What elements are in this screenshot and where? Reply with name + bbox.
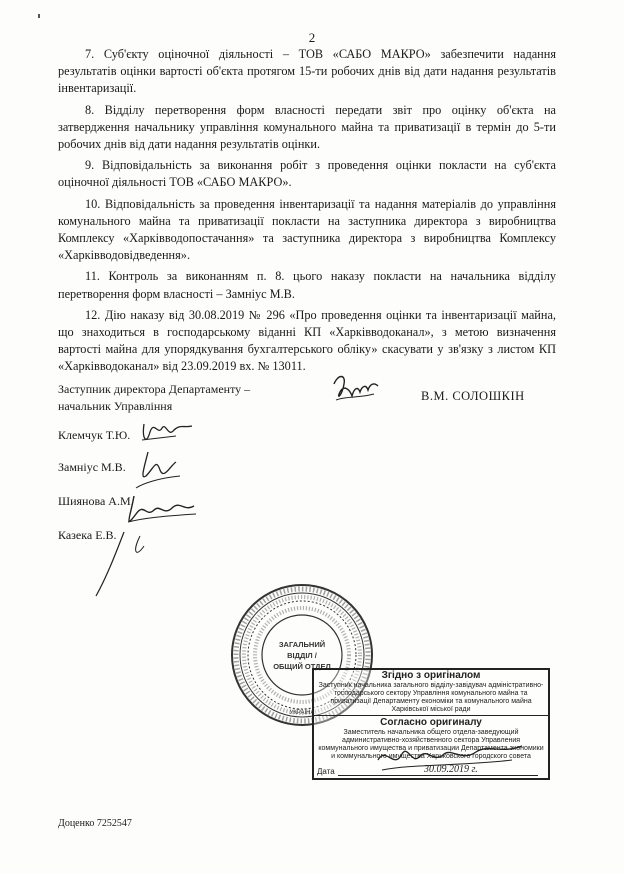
signer-title-line2: начальник Управління [58, 399, 173, 413]
paragraph-12: 12. Дію наказу від 30.08.2019 № 296 «Про проведення оцінки та інвентаризації майна, що знаходиться в господарському віданні КП «Харківводоканал», з метою визначення вартості майна для упорядкування бухгалтерського обліку» скасувати у зв'язку з листом КП «Харківводоканал» від 23.09.2019 вх. № 13011. [58, 307, 556, 374]
paragraph-8: 8. Відділу перетворення форм власності передати звіт про оцінку об'єкта на затвердження начальнику управління комунального майна та приватизації в термін до 5-ти робочих днів від дати надання результатів оцінки. [58, 102, 556, 152]
director-signature [330, 370, 382, 408]
stamp-date-value: 30.09.2019 г. [424, 764, 478, 775]
seal-center-line3: ОБЩИЙ ОТДЕЛ [273, 662, 331, 671]
paragraph-11: 11. Контроль за виконанням п. 8. цього наказу покласти на начальника відділу перетворення форм власності – Замніус М.В. [58, 269, 556, 301]
stamp-signature [372, 740, 532, 778]
seal-bottom-text: УКРАЇНА [289, 710, 315, 716]
stamp-date-label: Дата [317, 767, 335, 776]
stamp-text-ru: Заместитель начальника общего отдела-заведующий административно-хозяйственного сектора Управления коммунального имущества и приватизации Департамента экономики и коммунального имущества Харьковского городского совета [318, 729, 544, 760]
signer-title [58, 381, 250, 415]
paragraph-7: 7. Суб'єкту оціночної діяльності – ТОВ «САБО МАКРО» забезпечити надання результатів оцінки вартості об'єкта протягом 15-ти робочих днів від дати надання результатів інвентаризації. [58, 47, 556, 96]
approver-signatures [84, 418, 204, 603]
order-body [58, 46, 556, 380]
stamp-text-ua: Заступник начальника загального відділу-завідувач адміністративно-господарського сектору Управління комунального майна та приватизації Департаменту економіки та комунального майна Харківської міської ради [318, 682, 544, 713]
footer-contact: Доценко 7252547 [58, 818, 132, 829]
signer-name: В.М. СОЛОШКІН [421, 389, 525, 403]
seal-center-line2: ВІДДІЛ / [287, 651, 317, 660]
stamp-heading-ua: Згідно з оригіналом [381, 670, 481, 681]
scan-speck [38, 14, 40, 18]
paragraph-10: 10. Відповідальність за проведення інвентаризації та надання матеріалів до управління комунального майна та приватизації покласти на заступника директора з виробництва Комплексу «Харківводопостачання» та заступника директора з виробництва Комплексу «Харківводовідведення». [58, 196, 556, 263]
approver-kazeka: Казека Е.В. [58, 528, 117, 542]
stamp-heading-ru: Согласно оригиналу [380, 717, 482, 728]
approver-klemchuk: Клемчук Т.Ю. [58, 428, 131, 442]
signer-title-line1: Заступник директора Департаменту – [58, 382, 251, 396]
approver-zamnius: Замніус М.В. [58, 460, 126, 474]
approver-shyianova: Шиянова А.М. [58, 494, 134, 508]
seal-center-line1: ЗАГАЛЬНИЙ [278, 640, 326, 649]
paragraph-9: 9. Відповідальність за виконання робіт з проведення оцінки покласти на суб'єкта оціночної діяльності ТОВ «САБО МАКРО». [58, 158, 556, 190]
stamp-divider [314, 715, 548, 716]
page-number: 2 [308, 30, 316, 45]
